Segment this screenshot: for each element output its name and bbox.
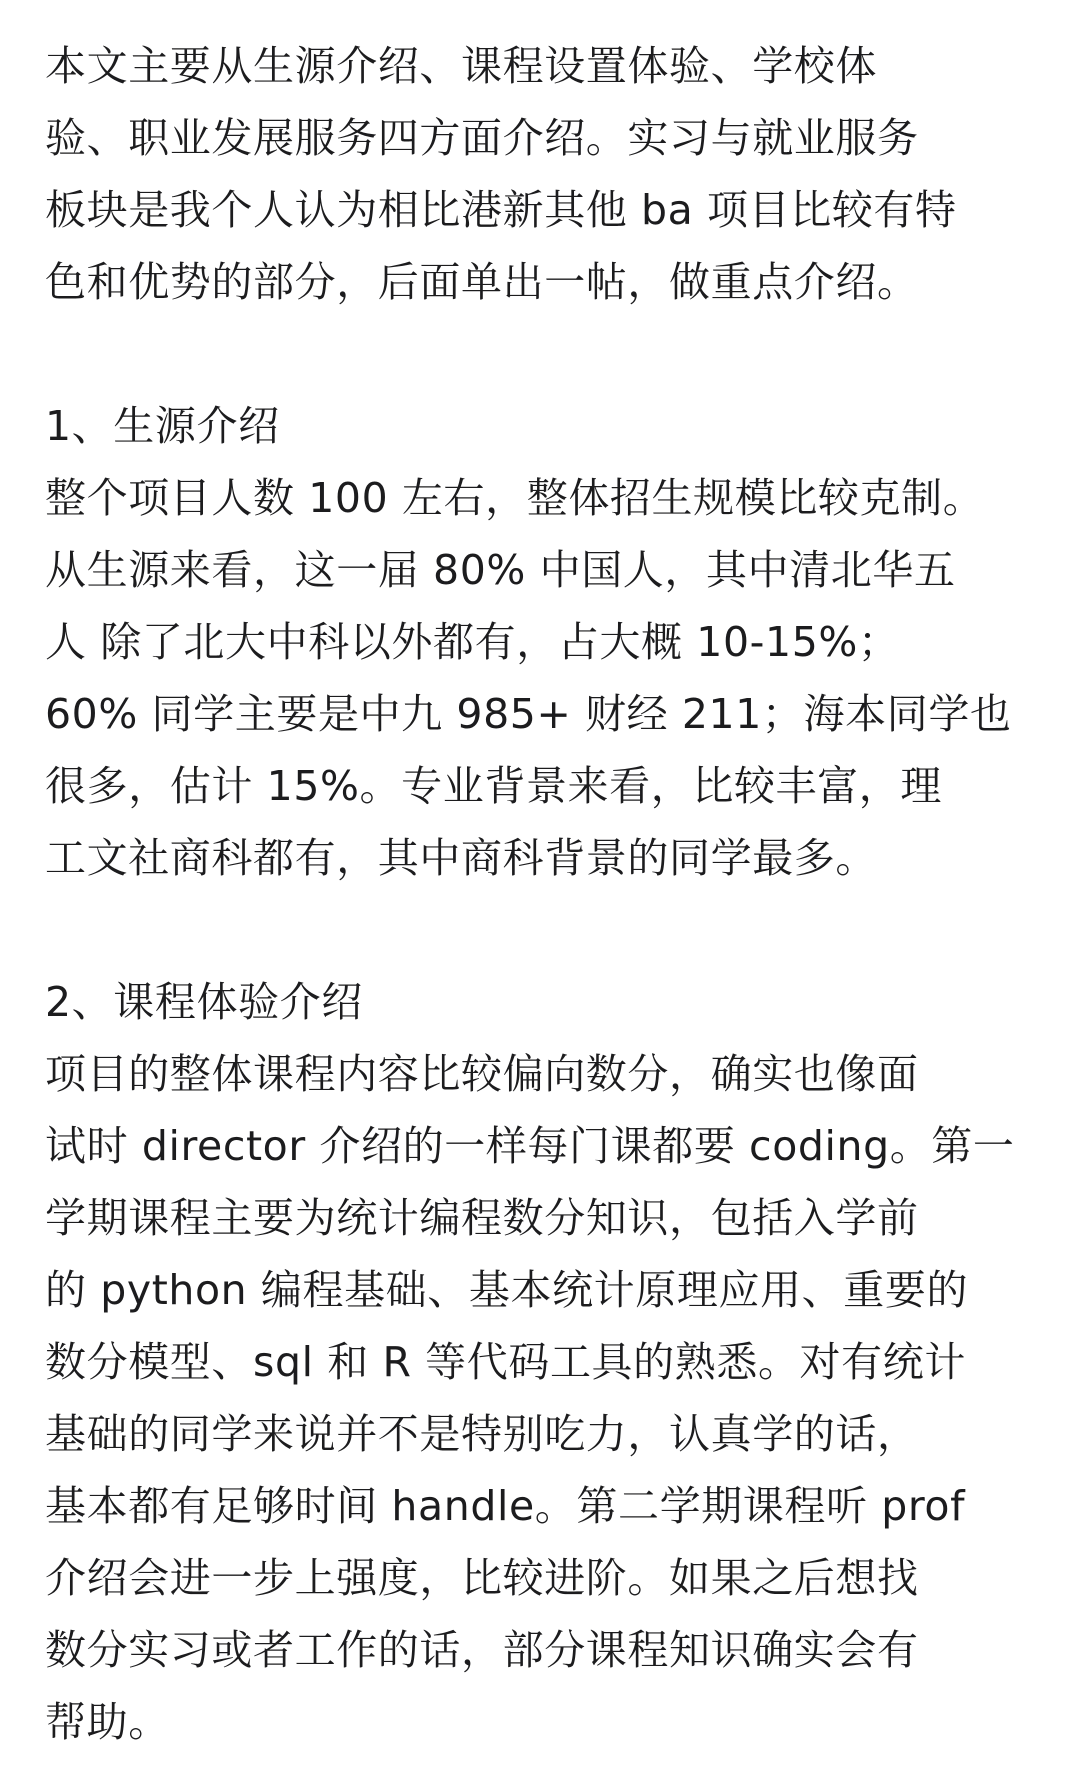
text-line: 本文主要从生源介绍、课程设置体验、学校体 <box>45 42 877 90</box>
text-line: 学期课程主要为统计编程数分知识，包括入学前 <box>45 1194 919 1242</box>
section-course-experience <box>45 966 1045 1758</box>
text-line: 项目的整体课程内容比较偏向数分，确实也像面 <box>45 1050 919 1098</box>
intro-paragraph <box>45 30 1045 318</box>
section-heading: 1、生源介绍 <box>45 402 280 450</box>
text-line: 帮助。 <box>45 1698 170 1746</box>
paragraph-spacer <box>45 894 1045 966</box>
text-line: 60% 同学主要是中九 985+ 财经 211；海本同学也 <box>45 690 1012 738</box>
paragraph-spacer <box>45 318 1045 390</box>
text-line: 板块是我个人认为相比港新其他 ba 项目比较有特 <box>45 186 957 234</box>
section-student-sources <box>45 390 1045 894</box>
text-line: 色和优势的部分，后面单出一帖，做重点介绍。 <box>45 258 919 306</box>
text-line: 数分模型、sql 和 R 等代码工具的熟悉。对有统计 <box>45 1338 966 1386</box>
article-body <box>45 30 1045 1758</box>
text-line: 验、职业发展服务四方面介绍。实习与就业服务 <box>45 114 919 162</box>
text-line: 人 除了北大中科以外都有，占大概 10-15%； <box>45 618 900 666</box>
text-line: 基本都有足够时间 handle。第二学期课程听 prof <box>45 1482 966 1530</box>
section-heading: 2、课程体验介绍 <box>45 978 363 1026</box>
text-line: 整个项目人数 100 左右，整体招生规模比较克制。 <box>45 474 985 522</box>
text-line: 试时 director 介绍的一样每门课都要 coding。第一 <box>45 1122 1015 1170</box>
text-line: 介绍会进一步上强度，比较进阶。如果之后想找 <box>45 1554 919 1602</box>
text-line: 很多，估计 15%。专业背景来看，比较丰富，理 <box>45 762 942 810</box>
text-line: 从生源来看，这一届 80% 中国人，其中清北华五 <box>45 546 956 594</box>
text-line: 基础的同学来说并不是特别吃力，认真学的话， <box>45 1410 919 1458</box>
text-line: 的 python 编程基础、基本统计原理应用、重要的 <box>45 1266 969 1314</box>
text-line: 工文社商科都有，其中商科背景的同学最多。 <box>45 834 877 882</box>
text-line: 数分实习或者工作的话，部分课程知识确实会有 <box>45 1626 919 1674</box>
